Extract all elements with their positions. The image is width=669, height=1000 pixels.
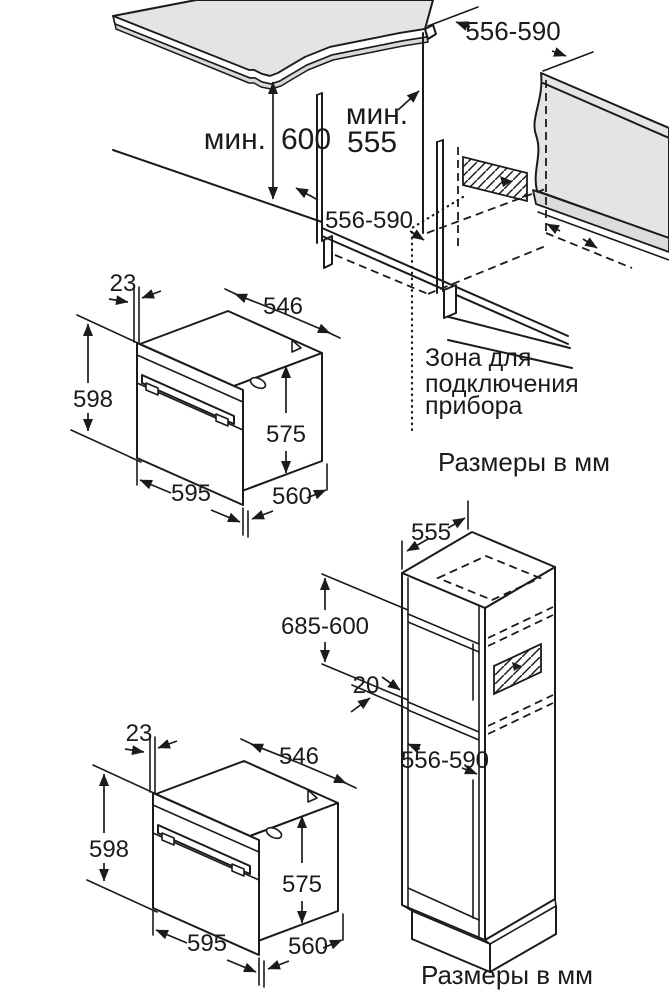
column-right-face — [485, 567, 555, 940]
tall-column-diagram — [281, 501, 593, 990]
dim-column-depth: 555 — [410, 519, 452, 546]
worktop-end-face — [425, 25, 436, 39]
connection-zone-label-line1: Зона для — [425, 344, 532, 372]
dim-niche-width: 556-590 — [400, 747, 490, 774]
installation-diagram: 575 595 560 мин. 600 мин. 555 556-590 556-590 Зона для подключения прибора Размеры в мм 555 685-600 20 556-590 Размеры в мм — [0, 0, 669, 1000]
oven-drawing-1 — [71, 270, 340, 537]
oven-drawing-2 — [87, 720, 356, 987]
dim-min-height-prefix: мин. — [203, 123, 266, 156]
dim-niche-width-mid: 556-590 — [324, 207, 414, 234]
dim-min-depth-value: 555 — [346, 126, 398, 159]
side-wall — [534, 73, 669, 238]
dim-niche-width-top: 556-590 — [465, 16, 561, 46]
dim-shelf-thickness: 20 — [352, 672, 380, 699]
connection-zone-label-line3: прибора — [425, 392, 523, 420]
right-panel-foot — [444, 285, 456, 318]
dim-min-depth-prefix: мин. — [345, 98, 409, 131]
connection-zone-label-line2: подключения — [425, 370, 579, 398]
dim-min-height-value: 600 — [281, 123, 332, 156]
connection-zone-hatch — [463, 157, 527, 201]
dim-niche-height: 685-600 — [280, 613, 370, 640]
units-note-top: Размеры в мм — [437, 447, 611, 477]
units-note-bottom: Размеры в мм — [420, 960, 594, 990]
